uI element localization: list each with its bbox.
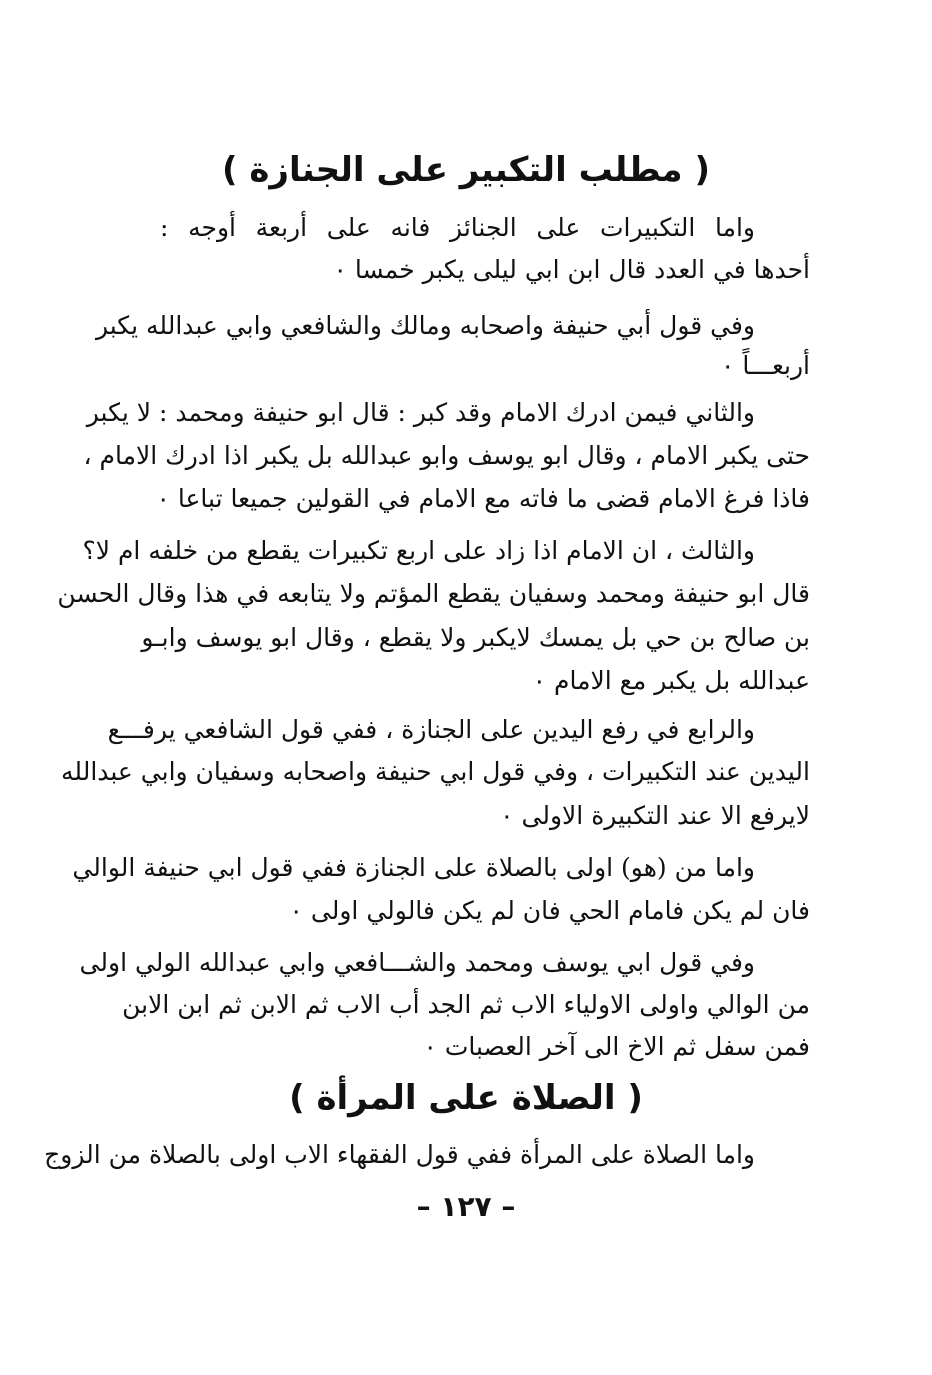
text-line: أربعـــاً ٠ (720, 351, 810, 380)
text-line: والثالث ، ان الامام اذا زاد على اربع تكبيرات يقطع من خلفه ام لا؟ (82, 536, 755, 565)
text-line: لايرفع الا عند التكبيرة الاولى ٠ (500, 801, 810, 830)
text-line: حتى يكبر الامام ، وقال ابو يوسف وابو عبدالله بل يكبر اذا ادرك الامام ، (83, 441, 810, 470)
text-line: واما من (هو) اولى بالصلاة على الجنازة ففي قول ابي حنيفة الوالي (72, 853, 755, 882)
text-line: قال ابو حنيفة ومحمد وسفيان يقطع المؤتم ولا يتابعه في هذا وقال الحسن (57, 579, 810, 608)
text-line: بن صالح بن حي بل يمسك لايكبر ولا يقطع ، وقال ابو يوسف وابـو (141, 623, 810, 652)
text-line: والثاني فيمن ادرك الامام وقد كبر : قال ابو حنيفة ومحمد : لا يكبر (86, 398, 755, 427)
text-line: واما التكبيرات على الجنائز فانه على أربعة أوجه : (160, 213, 755, 242)
text-line: فان لم يكن فامام الحي فان لم يكن فالولي اولى ٠ (289, 896, 810, 925)
text-line: وفي قول ابي يوسف ومحمد والشـــافعي وابي عبدالله الولي اولى (79, 948, 755, 977)
text-line: والرابع في رفع اليدين على الجنازة ، ففي قول الشافعي يرفـــع (107, 715, 755, 744)
text-line: وفي قول أبي حنيفة واصحابه ومالك والشافعي وابي عبدالله يكبر (95, 311, 755, 340)
text-line: عبدالله بل يكبر مع الامام ٠ (532, 666, 810, 695)
text-line: فمن سفل ثم الاخ الى آخر العصبات ٠ (423, 1032, 810, 1061)
text-line: اليدين عند التكبيرات ، وفي قول ابي حنيفة واصحابه وسفيان وابي عبدالله (61, 757, 810, 786)
section-heading-prayer-woman: ( الصلاة على المرأة ) (289, 1078, 643, 1118)
text-line: أحدها في العدد قال ابن ابي ليلى يكبر خمسا ٠ (333, 255, 810, 284)
page-number: – ١٢٧ – (416, 1190, 516, 1223)
section-heading-funeral-takbir: ( مطلب التكبير على الجنازة ) (221, 150, 710, 190)
text-line: فاذا فرغ الامام قضى ما فاته مع الامام في القولين جميعا تباعا ٠ (156, 484, 810, 513)
text-line: من الوالي واولى الاولياء الاب ثم الجد أب الاب ثم الابن ثم ابن الابن (122, 990, 810, 1019)
text-line: واما الصلاة على المرأة ففي قول الفقهاء الاب اولى بالصلاة من الزوج (44, 1140, 755, 1169)
